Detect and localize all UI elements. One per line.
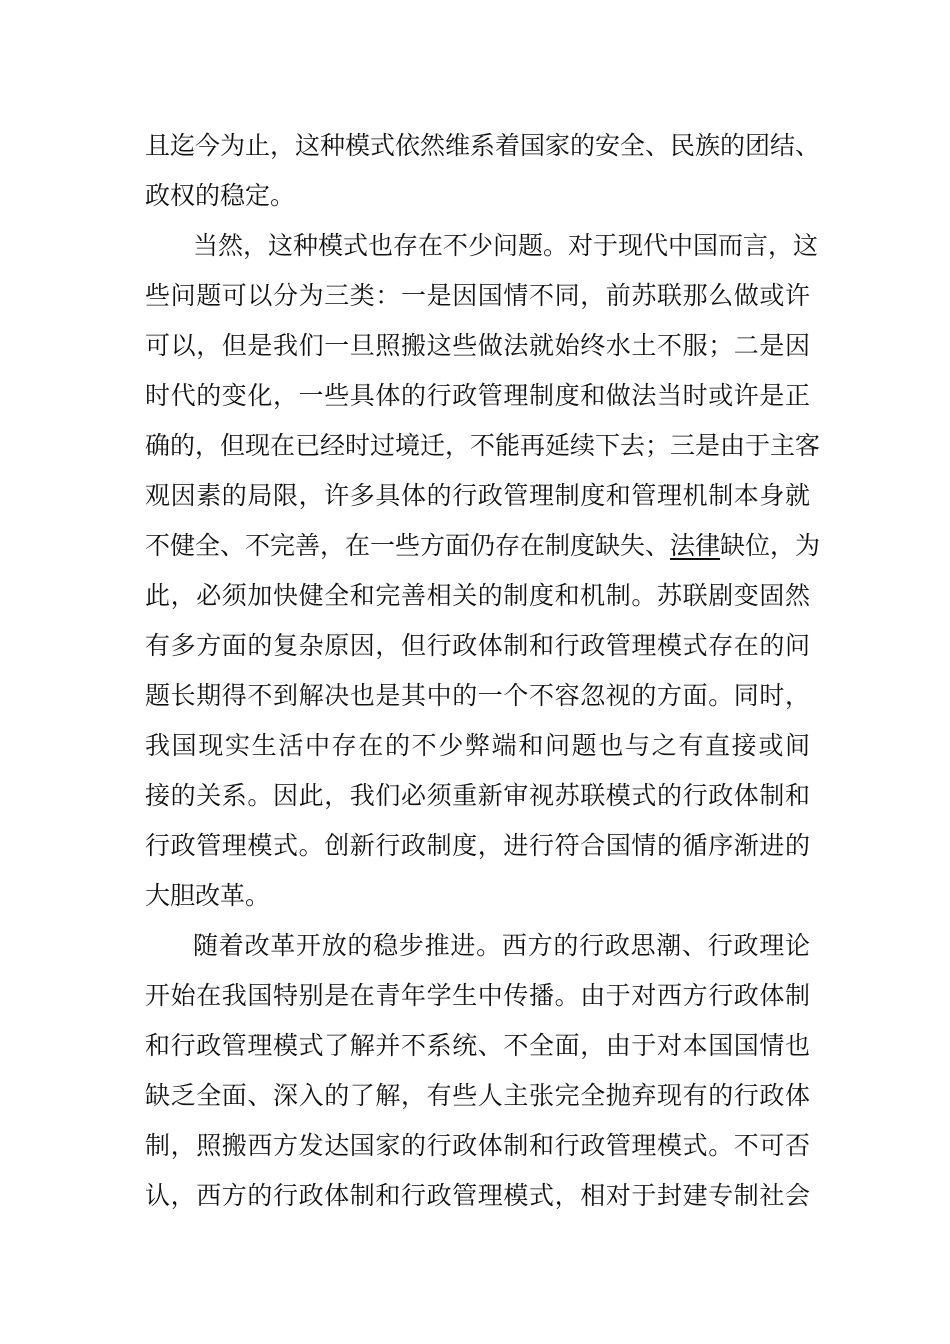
text-line: 题长期得不到解决也是其中的一个不容忽视的方面。同时， (145, 681, 810, 710)
paragraph (145, 221, 821, 921)
document-body (145, 121, 821, 1221)
text-line: 接的关系。因此，我们必须重新审视苏联模式的行政体制和 (145, 781, 810, 810)
text-line: 我国现实生活中存在的不少弊端和问题也与之有直接或间 (145, 731, 810, 760)
paragraph (145, 121, 821, 221)
text-segment: 缺位，为 (720, 531, 821, 560)
text-line: 确的，但现在已经时过境迁，不能再延续下去；三是由于主客 (145, 431, 821, 460)
text-line: 缺乏全面、深入的了解，有些人主张完全抛弃现有的行政体 (145, 1081, 810, 1110)
text-line: 时代的变化，一些具体的行政管理制度和做法当时或许是正 (145, 381, 810, 410)
text-line: 行政管理模式。创新行政制度，进行符合国情的循序渐进的 (145, 831, 810, 860)
text-line: 且迄今为止，这种模式依然维系着国家的安全、民族的团结、 (145, 131, 821, 160)
text-segment: 不健全、不完善，在一些方面仍存在制度缺失、 (145, 531, 671, 560)
text-line: 制，照搬西方发达国家的行政体制和行政管理模式。不可否 (145, 1131, 810, 1160)
text-line (145, 521, 821, 571)
text-line: 些问题可以分为三类：一是因国情不同，前苏联那么做或许 (145, 281, 810, 310)
text-line: 和行政管理模式了解并不系统、不全面，由于对本国国情也 (145, 1031, 810, 1060)
text-line: 开始在我国特别是在青年学生中传播。由于对西方行政体制 (145, 981, 810, 1010)
text-line: 有多方面的复杂原因，但行政体制和行政管理模式存在的问 (145, 631, 810, 660)
text-line: 观因素的局限，许多具体的行政管理制度和管理机制本身就 (145, 481, 810, 510)
paragraph (145, 921, 810, 1221)
law-link[interactable]: 法律 (670, 531, 721, 560)
text-line: 可以，但是我们一旦照搬这些做法就始终水土不服；二是因 (145, 331, 810, 360)
text-line: 大胆改革。 (145, 881, 271, 910)
text-line: 随着改革开放的稳步推进。西方的行政思潮、行政理论 (193, 931, 810, 960)
text-line: 当然，这种模式也存在不少问题。对于现代中国而言，这 (193, 231, 819, 260)
text-line: 此，必须加快健全和完善相关的制度和机制。苏联剧变固然 (145, 581, 810, 610)
text-line: 政权的稳定。 (145, 181, 296, 210)
text-line: 认，西方的行政体制和行政管理模式，相对于封建专制社会 (145, 1181, 810, 1210)
